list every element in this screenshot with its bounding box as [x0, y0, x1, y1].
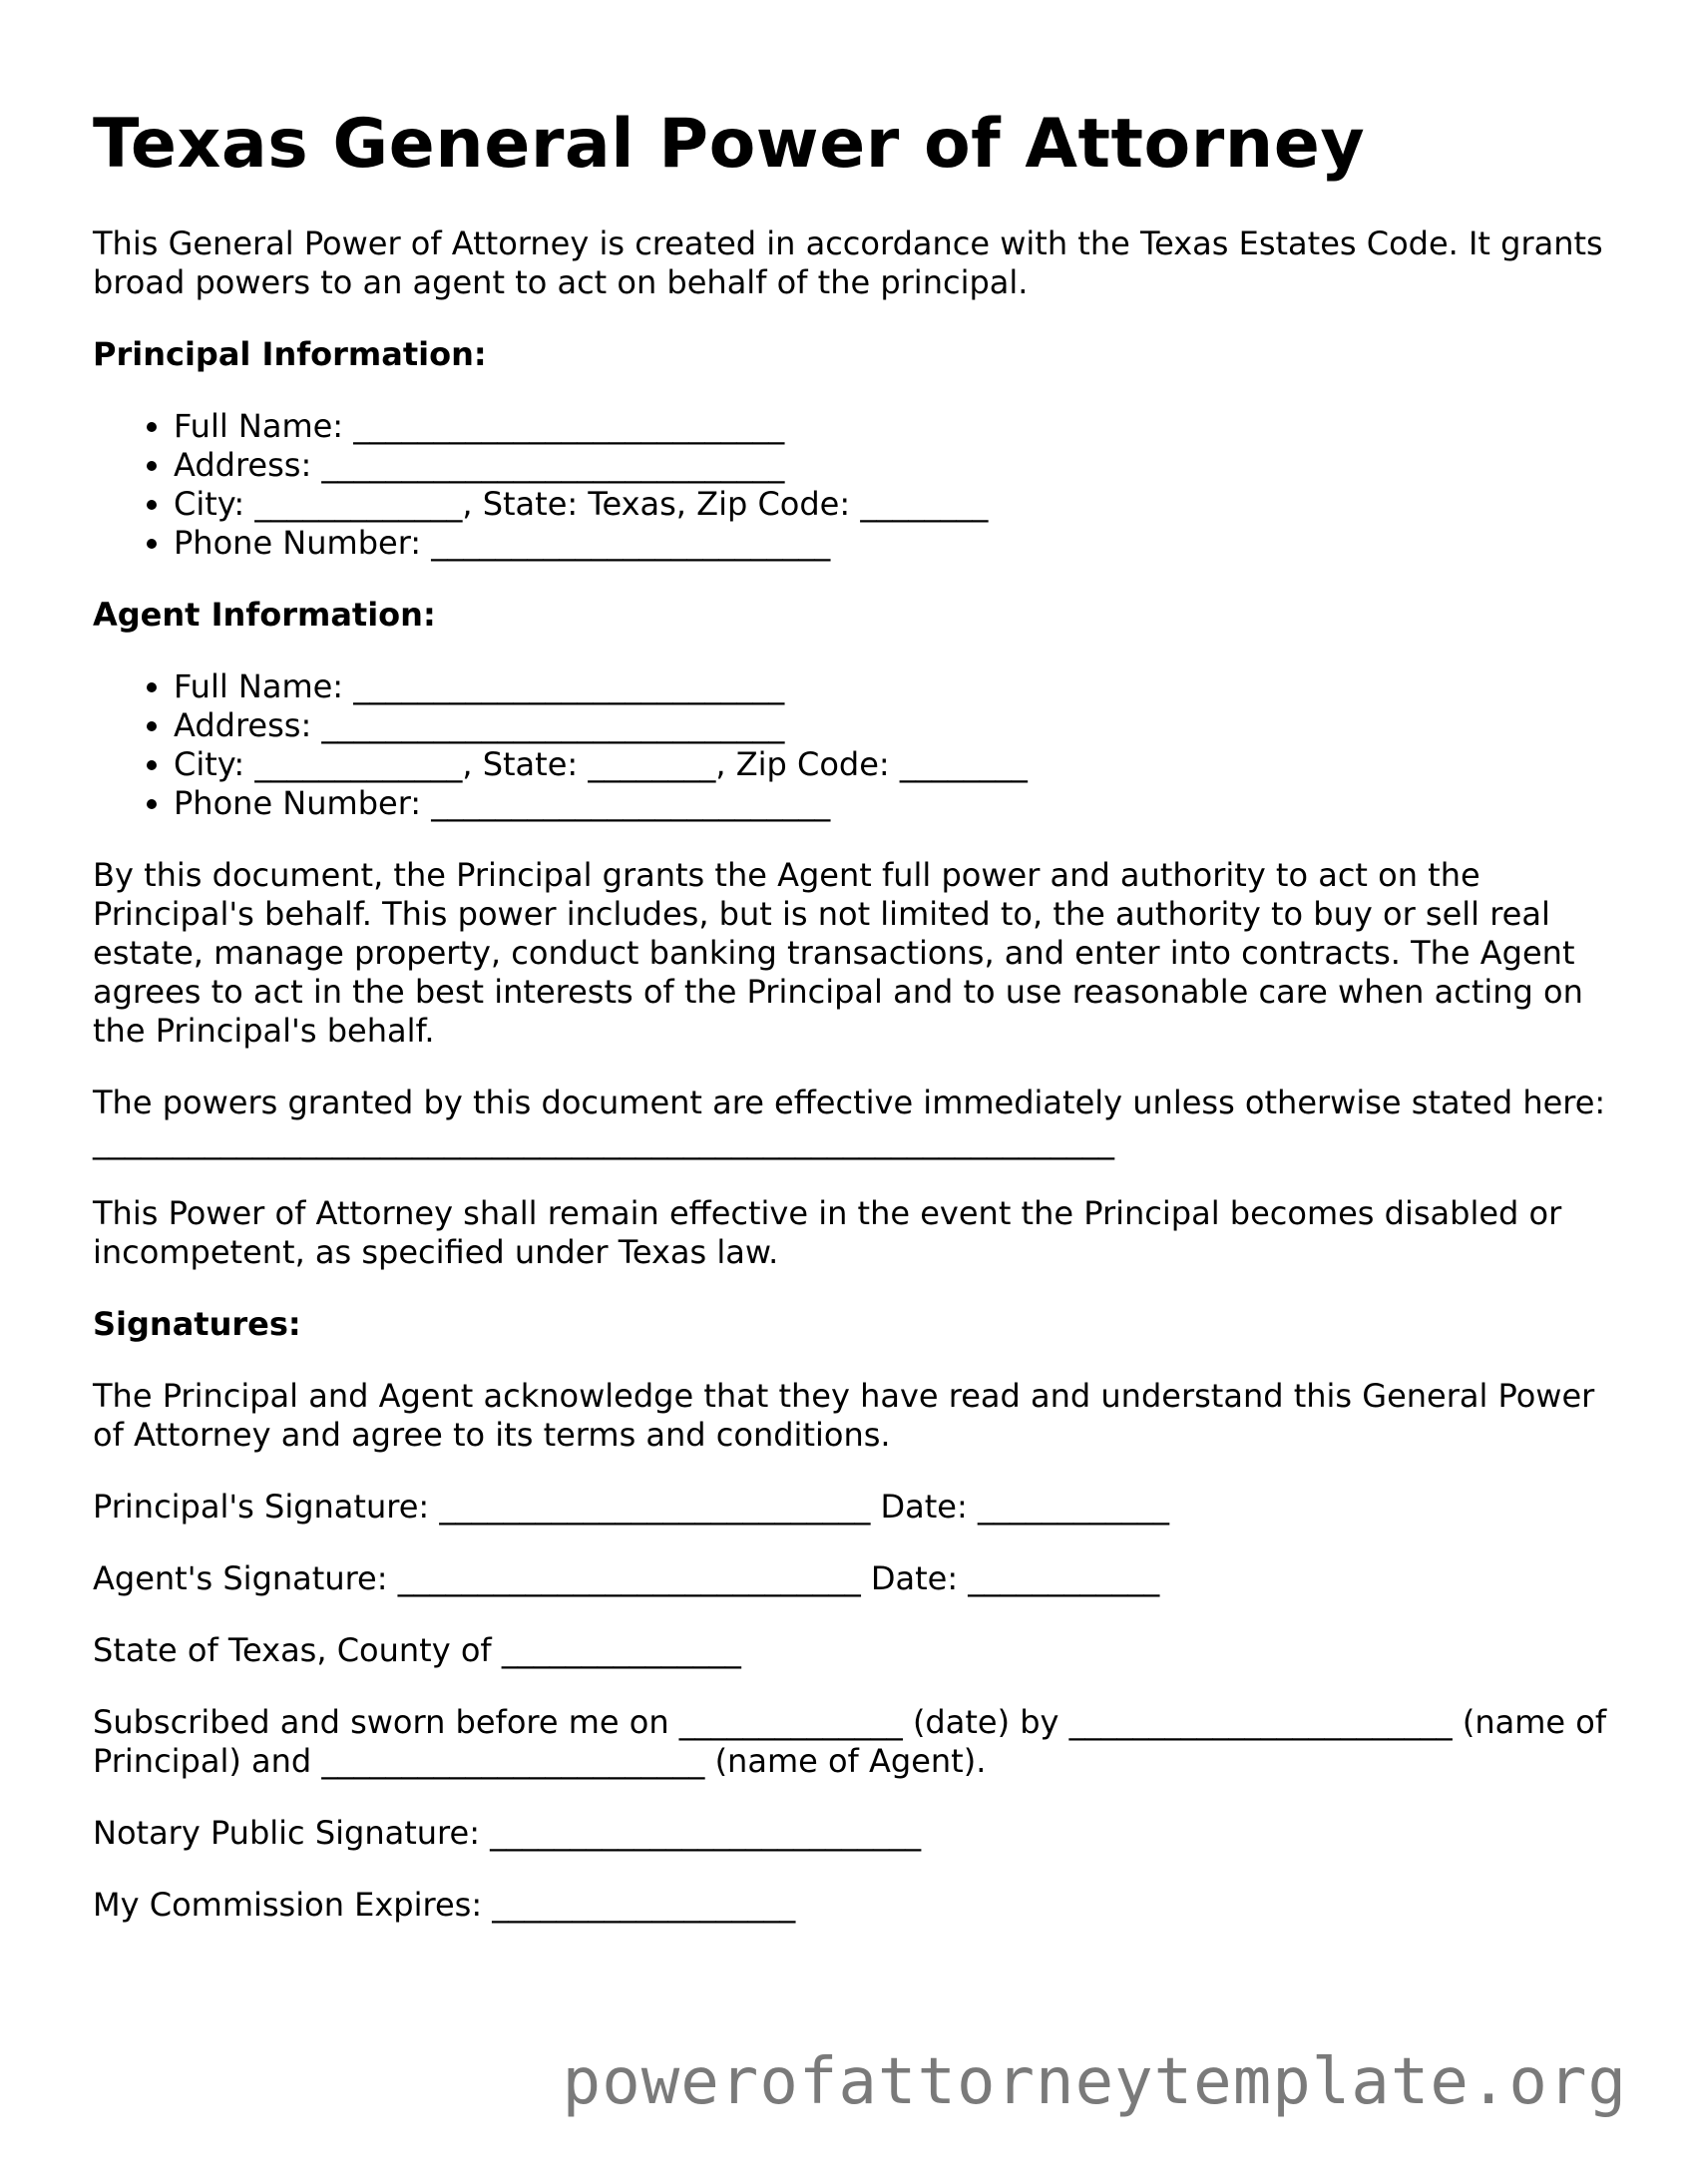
powers-paragraph: By this document, the Principal grants the Agent full power and authority to act on the Principal's behalf. This power includes, but is not limited to, the authority to buy or sell real estate, manage property, conduct banking transactions, and enter into contracts. The Agent agrees to act in the best interests of the Principal and to use reasonable care when acting on the Principal's behalf.	[93, 855, 1583, 1050]
effective-paragraph: The powers granted by this document are effective immediately unless otherwise stated here: ________________________________________________________________	[93, 1083, 1606, 1160]
agent-address: • Address: _____________________________	[174, 706, 1609, 745]
principal-city-state-zip: • City: _____________, State: Texas, Zip Code: ________	[174, 485, 1609, 524]
principal-phone: • Phone Number: _________________________	[174, 524, 1609, 563]
durable-paragraph: This Power of Attorney shall remain effective in the event the Principal becomes disabled or incompetent, as specified under Texas law.	[93, 1193, 1562, 1271]
agent-phone: • Phone Number: _________________________	[174, 784, 1609, 823]
agent-full-name: • Full Name: ___________________________	[174, 667, 1609, 706]
agent-city-state-zip: • City: _____________, State: ________, Zip Code: ________	[174, 745, 1609, 784]
document-page	[93, 105, 1609, 1958]
signatures-heading: Signatures:	[93, 1304, 301, 1343]
sworn-line: Subscribed and sworn before me on ______________ (date) by ________________________ (name of Principal) and ________________________ (name of Agent).	[93, 1702, 1607, 1780]
commission-expires-line: My Commission Expires: ___________________	[93, 1885, 796, 1924]
document-title: Texas General Power of Attorney	[93, 105, 1366, 184]
acknowledgment-paragraph: The Principal and Agent acknowledge that they have read and understand this General Power of Attorney and agree to its terms and conditions.	[93, 1376, 1595, 1454]
county-line: State of Texas, County of _______________	[93, 1630, 741, 1669]
principal-signature-line: Principal's Signature: ___________________________ Date: ____________	[93, 1487, 1169, 1526]
agent-heading: Agent Information:	[93, 595, 436, 634]
principal-heading: Principal Information:	[93, 334, 487, 373]
principal-full-name: • Full Name: ___________________________	[174, 407, 1609, 446]
watermark-text: powerofattorneytemplate.org	[562, 2045, 1627, 2119]
notary-signature-line: Notary Public Signature: ___________________________	[93, 1813, 922, 1852]
intro-paragraph: This General Power of Attorney is created in accordance with the Texas Estates Code. It grants broad powers to an agent to act on behalf of the principal.	[93, 223, 1603, 301]
principal-address: • Address: _____________________________	[174, 446, 1609, 485]
agent-signature-line: Agent's Signature: _____________________________ Date: ____________	[93, 1558, 1160, 1597]
principal-info-list	[93, 407, 1609, 563]
agent-info-list	[93, 667, 1609, 823]
